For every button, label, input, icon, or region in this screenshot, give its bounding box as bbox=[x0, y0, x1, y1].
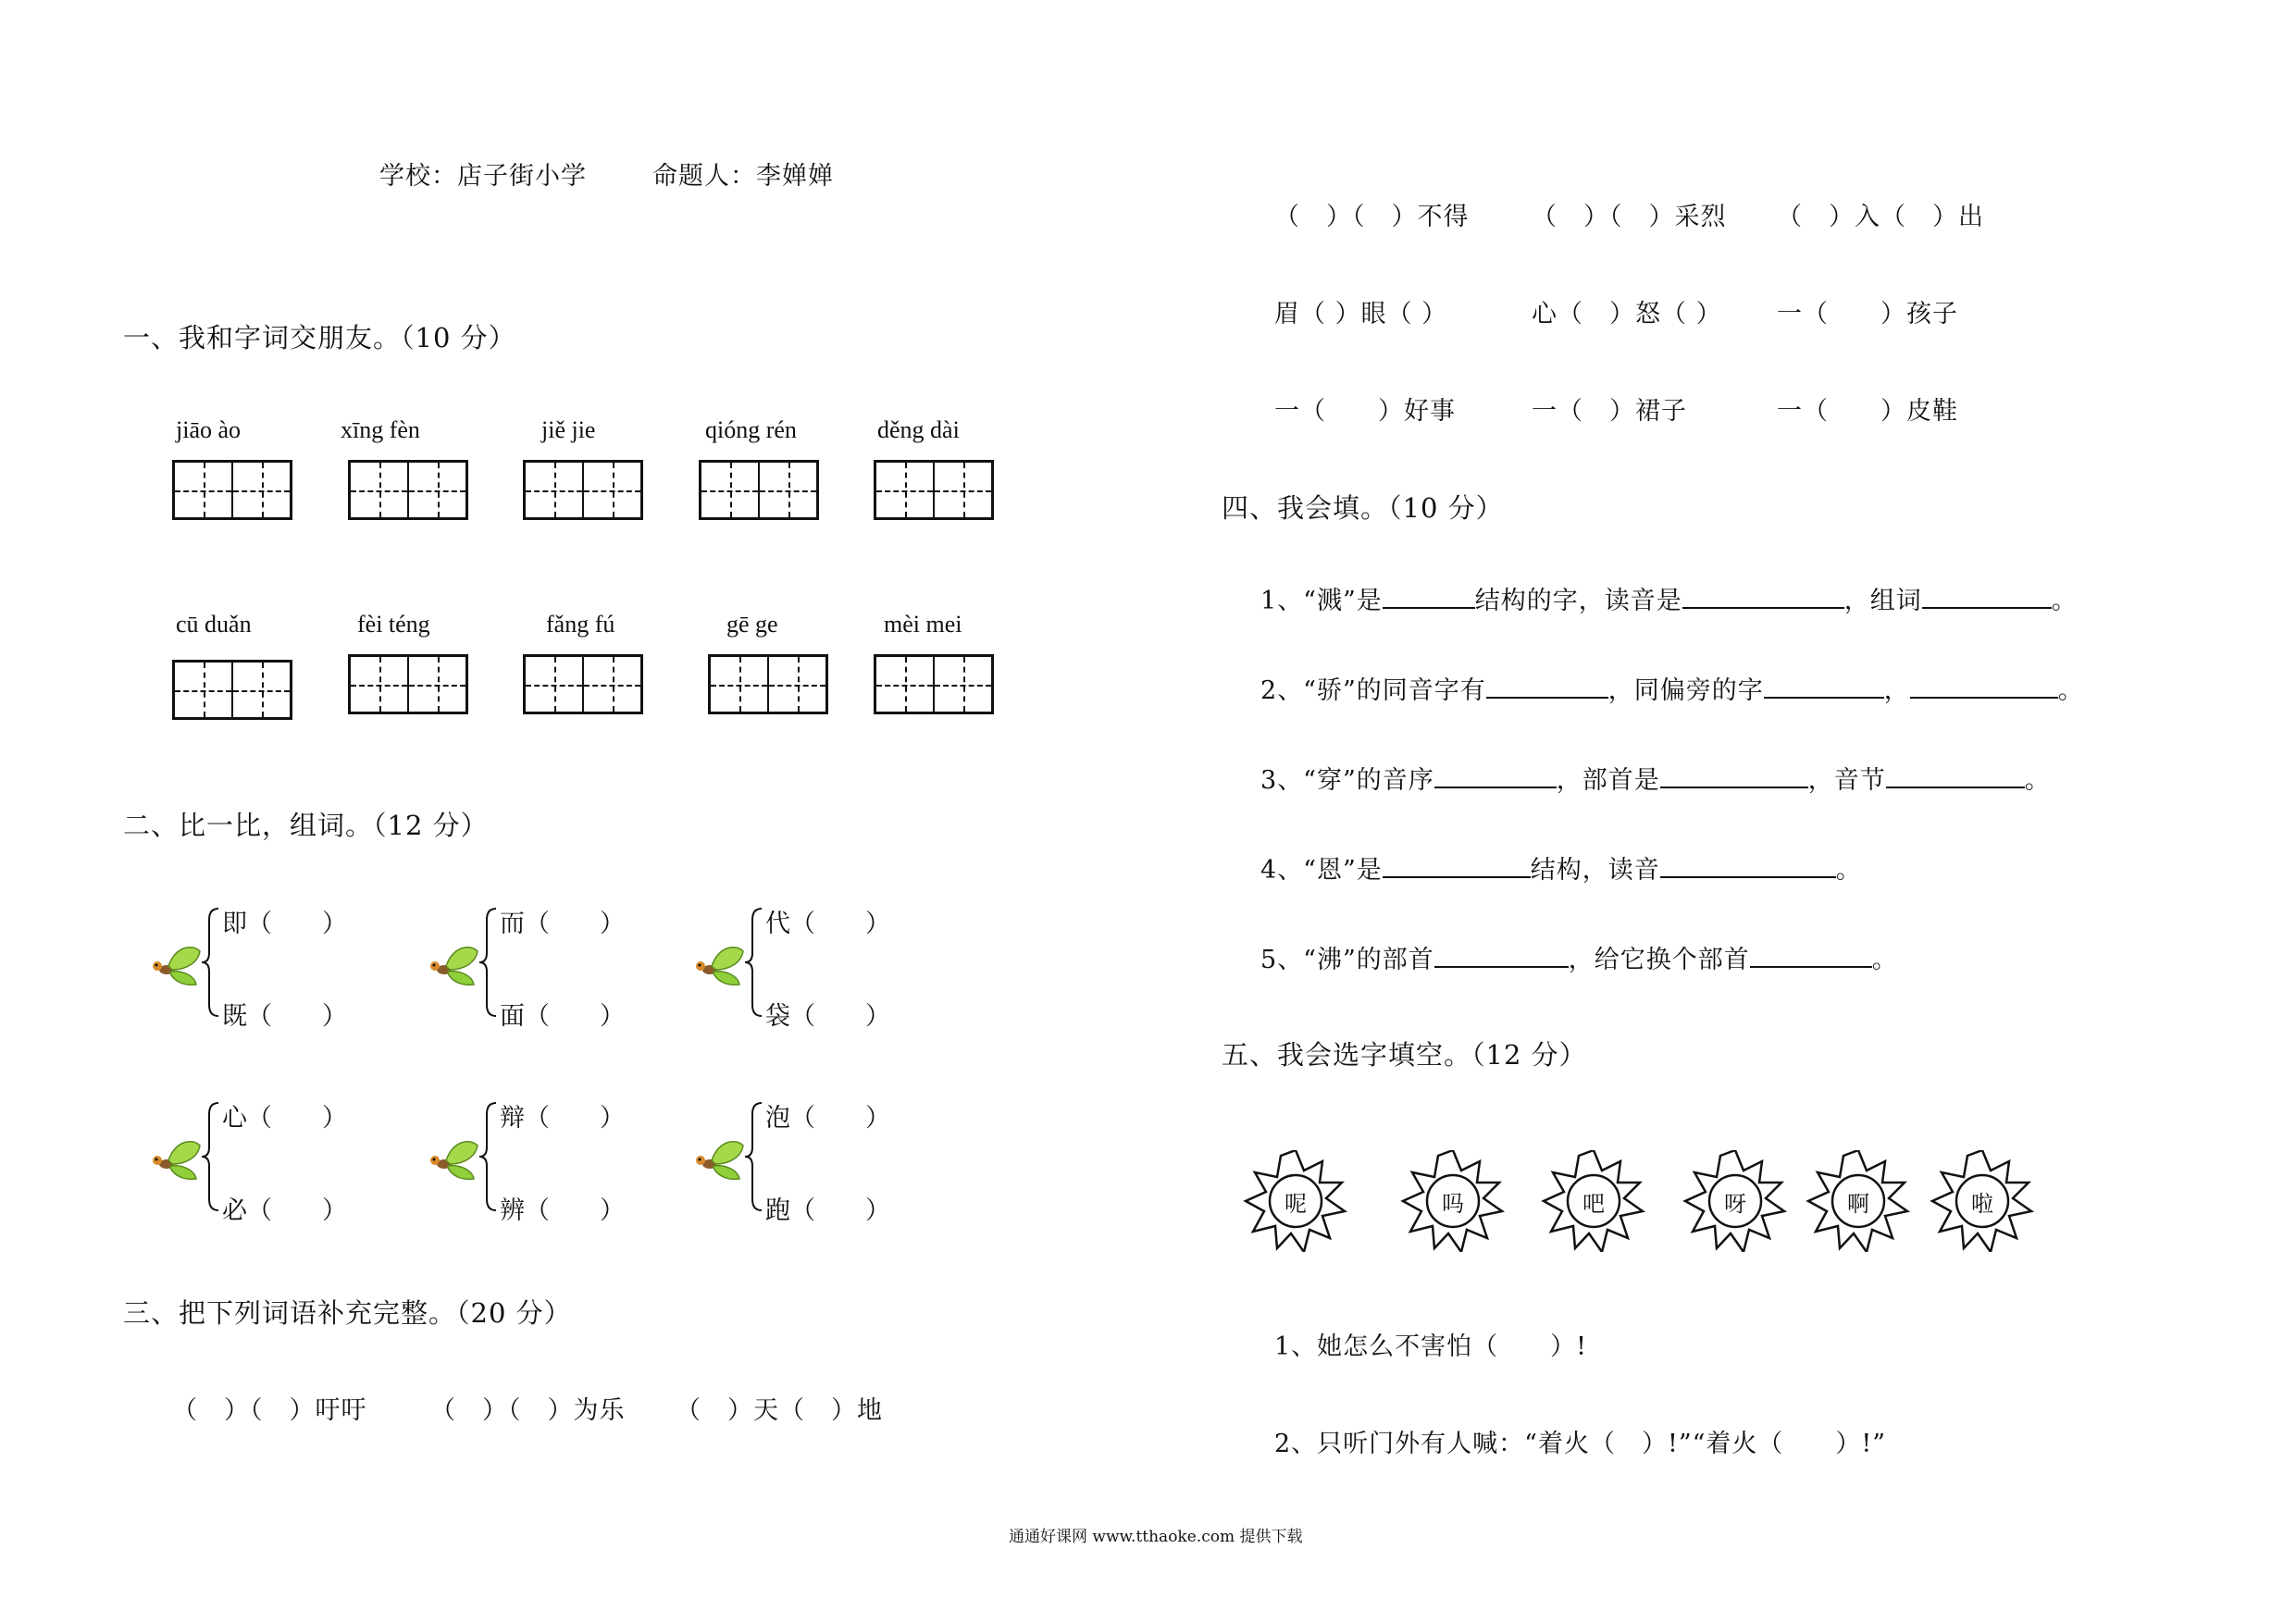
section-1-title: 一、我和字词交朋友。（10 分） bbox=[123, 322, 516, 353]
sun-char: 啦 bbox=[1971, 1191, 1993, 1217]
writing-box[interactable] bbox=[348, 460, 468, 520]
writing-box[interactable] bbox=[523, 460, 643, 520]
brace-icon bbox=[743, 907, 763, 1018]
compare-pair bbox=[689, 907, 921, 1031]
writing-box[interactable] bbox=[348, 654, 468, 714]
pinyin-label: xīng fèn bbox=[341, 416, 420, 443]
sun-char: 吧 bbox=[1582, 1191, 1605, 1217]
answer-blank[interactable] bbox=[1486, 673, 1608, 699]
compare-bottom: 面（ ） bbox=[500, 1002, 625, 1031]
q-text: 结构，读音 bbox=[1530, 856, 1660, 885]
pinyin-label: fèi téng bbox=[357, 611, 430, 638]
section-2-title: 二、比一比，组词。（12 分） bbox=[123, 810, 489, 841]
idiom-item: （ ）（ ）吁吁 bbox=[172, 1396, 367, 1425]
pinyin-label: fǎng fú bbox=[546, 611, 615, 638]
sun-choice bbox=[1803, 1150, 1914, 1252]
sun-choice bbox=[1240, 1150, 1351, 1252]
compare-pair bbox=[146, 907, 378, 1031]
answer-blank[interactable] bbox=[1434, 942, 1569, 968]
idiom-item: 眉（ ）眼（ ） bbox=[1274, 300, 1448, 328]
compare-top: 辩（ ） bbox=[500, 1104, 625, 1133]
idiom-item: （ ）天（ ）地 bbox=[676, 1396, 883, 1425]
pinyin-label: gē ge bbox=[726, 611, 778, 638]
idiom-item: 一（ ）孩子 bbox=[1777, 300, 1958, 328]
compare-pair bbox=[689, 1101, 921, 1225]
select-question-2: 2、只听门外有人喊：“着火（ ）!”“着火（ ）!” bbox=[1274, 1430, 1887, 1458]
idiom-item: 一（ ）好事 bbox=[1274, 397, 1456, 426]
sun-choice bbox=[1927, 1150, 2038, 1252]
q-text: 1、“溅”是 bbox=[1260, 587, 1383, 615]
answer-blank[interactable] bbox=[1383, 852, 1531, 878]
answer-blank[interactable] bbox=[1750, 942, 1872, 968]
select-question-1: 1、她怎么不害怕（ ）! bbox=[1274, 1332, 1588, 1361]
compare-bottom: 既（ ） bbox=[222, 1002, 347, 1031]
fill-question-5 bbox=[1260, 939, 1898, 975]
compare-top: 即（ ） bbox=[222, 910, 347, 938]
answer-blank[interactable] bbox=[1886, 762, 2025, 788]
answer-blank[interactable] bbox=[1764, 673, 1884, 699]
answer-blank[interactable] bbox=[1910, 673, 2058, 699]
fill-question-3 bbox=[1260, 760, 2051, 796]
idiom-item: （ ）入（ ）出 bbox=[1777, 203, 1984, 231]
brace-icon bbox=[478, 1101, 498, 1212]
q-text: 4、“恩”是 bbox=[1260, 856, 1383, 885]
compare-top: 代（ ） bbox=[765, 910, 890, 938]
answer-blank[interactable] bbox=[1660, 852, 1836, 878]
idiom-item: （ ）（ ）不得 bbox=[1274, 203, 1470, 231]
q-text: ， bbox=[1883, 676, 1910, 705]
butterfly-icon bbox=[424, 942, 481, 986]
fill-question-2 bbox=[1260, 670, 2084, 706]
section-4-title: 四、我会填。（10 分） bbox=[1222, 492, 1504, 524]
author-label: 命题人：李婵婵 bbox=[652, 162, 834, 191]
idiom-item: 心（ ）怒（ ） bbox=[1532, 300, 1722, 328]
writing-box[interactable] bbox=[874, 460, 994, 520]
q-text: ，部首是 bbox=[1556, 766, 1660, 795]
q-text: ，给它换个部首 bbox=[1568, 946, 1750, 974]
sun-char: 啊 bbox=[1847, 1191, 1869, 1217]
fill-question-1 bbox=[1260, 580, 2078, 616]
brace-icon bbox=[743, 1101, 763, 1212]
compare-pair bbox=[424, 1101, 655, 1225]
section-3-title: 三、把下列词语补充完整。（20 分） bbox=[123, 1297, 572, 1329]
sun-choice bbox=[1680, 1150, 1791, 1252]
q-text: 。 bbox=[2051, 587, 2078, 615]
q-text: 5、“沸”的部首 bbox=[1260, 946, 1434, 974]
compare-bottom: 辨（ ） bbox=[500, 1196, 625, 1225]
compare-pair bbox=[146, 1101, 378, 1225]
compare-top: 泡（ ） bbox=[765, 1104, 890, 1133]
writing-box[interactable] bbox=[699, 460, 819, 520]
fill-question-4 bbox=[1260, 849, 1862, 886]
answer-blank[interactable] bbox=[1922, 583, 2052, 609]
compare-top: 而（ ） bbox=[500, 910, 625, 938]
compare-bottom: 必（ ） bbox=[222, 1196, 347, 1225]
writing-box[interactable] bbox=[874, 654, 994, 714]
q-text: ，音节 bbox=[1807, 766, 1886, 795]
pinyin-label: cū duǎn bbox=[176, 611, 252, 638]
school-label: 学校：店子街小学 bbox=[379, 162, 587, 191]
sun-char: 呀 bbox=[1724, 1191, 1746, 1217]
brace-icon bbox=[200, 1101, 220, 1212]
butterfly-icon bbox=[424, 1136, 481, 1181]
idiom-item: （ ）（ ）采烈 bbox=[1532, 203, 1727, 231]
writing-box[interactable] bbox=[523, 654, 643, 714]
answer-blank[interactable] bbox=[1383, 583, 1475, 609]
sun-choice bbox=[1397, 1150, 1508, 1252]
q-text: 。 bbox=[2057, 676, 2084, 705]
answer-blank[interactable] bbox=[1660, 762, 1808, 788]
section-5-title: 五、我会选字填空。（12 分） bbox=[1222, 1039, 1587, 1071]
idiom-item: （ ）（ ）为乐 bbox=[430, 1396, 626, 1425]
pinyin-label: mèi mei bbox=[884, 611, 962, 638]
butterfly-icon bbox=[146, 942, 204, 986]
idiom-item: 一（ ）皮鞋 bbox=[1777, 397, 1958, 426]
compare-pair bbox=[424, 907, 655, 1031]
q-text: ，同偏旁的字 bbox=[1607, 676, 1764, 705]
q-text: ，组词 bbox=[1843, 587, 1922, 615]
compare-top: 心（ ） bbox=[222, 1104, 347, 1133]
footer-credit: 通通好课网 www.tthaoke.com 提供下载 bbox=[1009, 1528, 1303, 1546]
q-text: 结构的字，读音是 bbox=[1474, 587, 1682, 615]
sun-char: 呢 bbox=[1285, 1191, 1307, 1217]
writing-box[interactable] bbox=[172, 460, 292, 520]
q-text: 3、“穿”的音序 bbox=[1260, 766, 1434, 795]
idiom-item: 一（ ）裙子 bbox=[1532, 397, 1687, 426]
butterfly-icon bbox=[689, 942, 747, 986]
brace-icon bbox=[200, 907, 220, 1018]
writing-box[interactable] bbox=[172, 660, 292, 720]
sun-choice bbox=[1538, 1150, 1649, 1252]
answer-blank[interactable] bbox=[1682, 583, 1844, 609]
sun-char: 吗 bbox=[1442, 1191, 1464, 1217]
compare-bottom: 袋（ ） bbox=[765, 1002, 890, 1031]
pinyin-label: jiāo ào bbox=[176, 416, 242, 443]
answer-blank[interactable] bbox=[1434, 762, 1557, 788]
pinyin-label: děng dài bbox=[877, 416, 960, 443]
pinyin-label: qióng rén bbox=[705, 416, 797, 443]
brace-icon bbox=[478, 907, 498, 1018]
pinyin-label: jiě jie bbox=[541, 416, 596, 443]
writing-box[interactable] bbox=[708, 654, 828, 714]
butterfly-icon bbox=[689, 1136, 747, 1181]
butterfly-icon bbox=[146, 1136, 204, 1181]
q-text: 。 bbox=[2024, 766, 2051, 795]
q-text: 。 bbox=[1835, 856, 1862, 885]
q-text: 2、“骄”的同音字有 bbox=[1260, 676, 1486, 705]
q-text: 。 bbox=[1871, 946, 1898, 974]
compare-bottom: 跑（ ） bbox=[765, 1196, 890, 1225]
